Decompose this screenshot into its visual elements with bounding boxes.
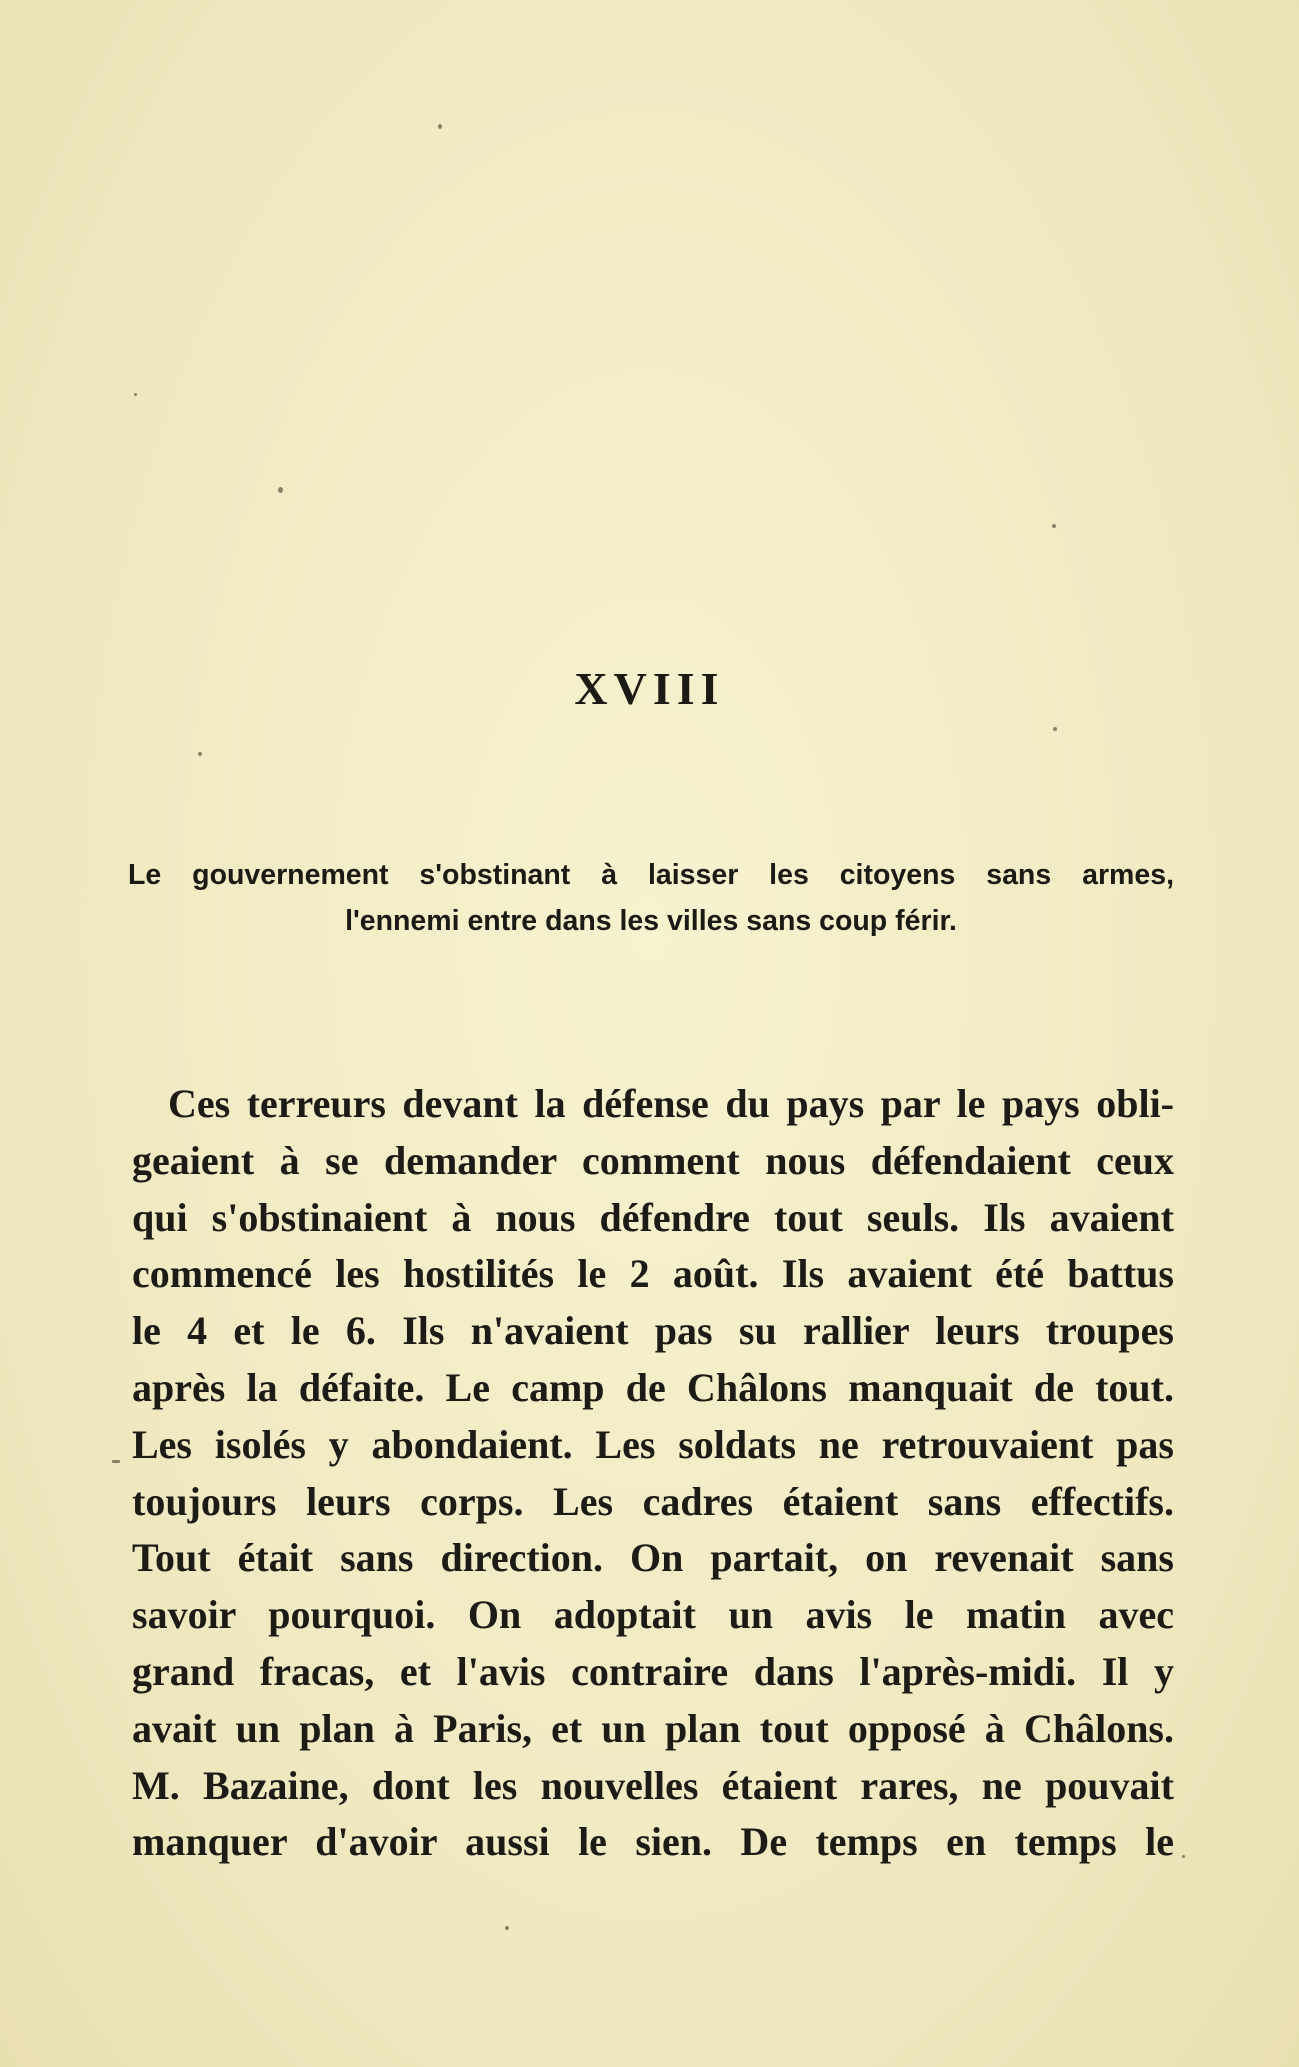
paper-speck (278, 487, 283, 493)
chapter-summary (128, 852, 1174, 944)
paper-speck (134, 393, 137, 396)
paper-speck (112, 1460, 120, 1463)
summary-line: l'ennemi entre dans les villes sans coup férir. (345, 905, 957, 937)
paper-speck (198, 752, 202, 756)
text-line: qui s'obstinaient à nous défendre tout seuls. Ils avaient (132, 1194, 1174, 1240)
text-line: le 4 et le 6. Ils n'avaient pas su rallier leurs troupes (132, 1308, 1174, 1354)
text-line: commencé les hostilités le 2 août. Ils avaient été battus (132, 1251, 1174, 1297)
paper-speck (1182, 1855, 1185, 1858)
summary-line: Le gouvernement s'obstinant à laisser les citoyens sans armes, (128, 859, 1174, 891)
text-line: après la défaite. Le camp de Châlons manquait de tout. (132, 1364, 1174, 1410)
chapter-number: XVIII (574, 663, 725, 714)
text-line: Ces terreurs devant la défense du pays par le pays obli- (168, 1081, 1174, 1126)
paper-speck (1053, 727, 1057, 731)
text-line: M. Bazaine, dont les nouvelles étaient rares, ne pouvait (132, 1762, 1174, 1808)
text-line: Tout était sans direction. On partait, on revenait sans (132, 1535, 1174, 1581)
text-line: toujours leurs corps. Les cadres étaient sans effectifs. (132, 1478, 1174, 1524)
text-line: grand fracas, et l'avis contraire dans l'après-midi. Il y (132, 1648, 1174, 1694)
text-line: manquer d'avoir aussi le sien. De temps en temps le (132, 1819, 1174, 1865)
text-line: avait un plan à Paris, et un plan tout opposé à Châlons. (132, 1705, 1174, 1751)
text-line: Les isolés y abondaient. Les soldats ne retrouvaient pas (132, 1421, 1174, 1467)
paper-speck (505, 1926, 509, 1930)
text-line: geaient à se demander comment nous défendaient ceux (132, 1137, 1174, 1183)
text-line: savoir pourquoi. On adoptait un avis le matin avec (132, 1592, 1174, 1638)
paper-speck (1052, 524, 1056, 528)
paper-speck (438, 124, 442, 129)
body-paragraph (132, 1076, 1174, 1871)
